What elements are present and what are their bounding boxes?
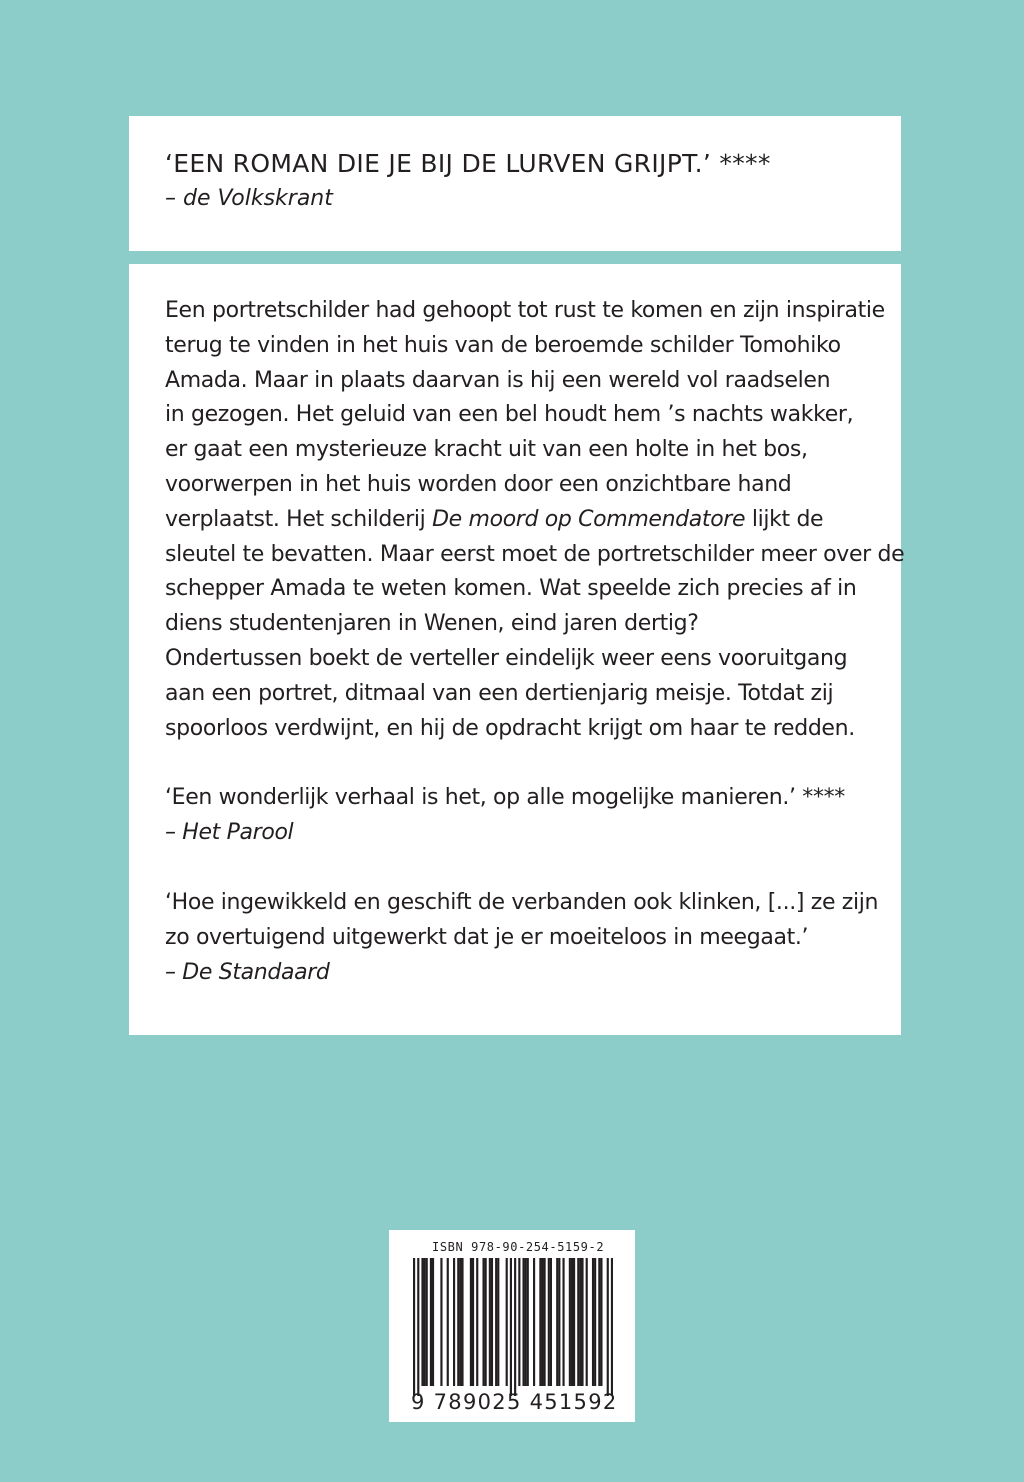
- barcode-bar: [525, 1258, 527, 1386]
- barcode-bar: [497, 1258, 499, 1386]
- quote-source: [165, 816, 865, 851]
- synopsis-line: diens studentenjaren in Wenen, eind jaren dertig?: [165, 611, 699, 637]
- barcode-image: [413, 1258, 613, 1396]
- barcode-bar: [506, 1258, 508, 1386]
- barcode-bar: [600, 1258, 602, 1386]
- barcode-bar: [579, 1258, 581, 1386]
- barcode-bar: [495, 1258, 497, 1386]
- barcode-bar: [556, 1258, 558, 1386]
- barcode-bar: [459, 1258, 461, 1386]
- headline-quote-source: [165, 182, 865, 216]
- barcode-guard-bar: [510, 1258, 512, 1396]
- synopsis-panel: [129, 264, 905, 1035]
- barcode-bar: [440, 1258, 442, 1386]
- barcode-bar: [482, 1258, 484, 1386]
- synopsis-text: [165, 294, 905, 746]
- source-dash: –: [165, 959, 183, 985]
- synopsis-line: Amada. Maar in plaats daarvan is hij een wereld vol raadselen: [165, 367, 831, 393]
- barcode-guard-bar: [514, 1258, 516, 1396]
- quote-source: [165, 956, 865, 991]
- barcode-bar: [550, 1258, 552, 1386]
- synopsis-line: voorwerpen in het huis worden door een onzichtbare hand: [165, 471, 792, 497]
- barcode-bar: [447, 1258, 449, 1386]
- synopsis-line: Ondertussen boekt de verteller eindelijk weer eens vooruitgang: [165, 645, 848, 671]
- barcode-guard-bar: [413, 1258, 415, 1396]
- painting-title: De moord op Commendatore: [432, 506, 746, 532]
- barcode-bar: [476, 1258, 478, 1386]
- isbn-barcode: [389, 1230, 635, 1422]
- barcode-bar: [581, 1258, 583, 1386]
- barcode-bar: [489, 1258, 491, 1386]
- synopsis-line: [165, 503, 865, 538]
- synopsis-line: Een portretschilder had gehoopt tot rust te komen en zijn inspiratie: [165, 298, 885, 323]
- barcode-bar: [424, 1258, 426, 1386]
- barcode-bar: [541, 1258, 543, 1386]
- barcode-bar: [472, 1258, 474, 1386]
- barcode-bar: [594, 1258, 596, 1386]
- headline-quote: ‘EEN ROMAN DIE JE BIJ DE LURVEN GRIJPT.’ ****: [165, 149, 771, 178]
- barcode-bar: [569, 1258, 571, 1386]
- synopsis-line-part: verplaatst. Het schilderij: [165, 506, 433, 532]
- synopsis-line: aan een portret, ditmaal van een dertienjarig meisje. Totdat zij: [165, 680, 834, 706]
- synopsis-line: spoorloos verdwijnt, en hij de opdracht krijgt om haar te redden.: [165, 715, 855, 741]
- quote-text: ‘Hoe ingewikkeld en geschift de verbanden ook klinken, [...] ze zijn: [165, 889, 879, 915]
- top-quote-panel: [129, 116, 901, 251]
- synopsis-line: in gezogen. Het geluid van een bel houdt hem ’s nachts wakker,: [165, 402, 854, 428]
- barcode-bar: [558, 1258, 560, 1386]
- source-name: Het Parool: [182, 820, 294, 846]
- barcode-bar: [485, 1258, 487, 1386]
- barcode-bar: [518, 1258, 520, 1386]
- barcode-bar: [491, 1258, 493, 1386]
- synopsis-line-part: lijkt de: [745, 506, 824, 532]
- synopsis-line: er gaat een mysterieuze kracht uit van een holte in het bos,: [165, 437, 808, 463]
- synopsis-line: terug te vinden in het huis van de beroemde schilder Tomohiko: [165, 332, 841, 358]
- barcode-guard-bar: [611, 1258, 613, 1396]
- barcode-bar: [539, 1258, 541, 1386]
- synopsis-line: schepper Amada te weten komen. Wat speelde zich precies af in: [165, 576, 857, 602]
- barcode-bar: [432, 1258, 434, 1386]
- barcode-bar: [598, 1258, 600, 1386]
- barcode-bar: [544, 1258, 546, 1386]
- barcode-bar: [573, 1258, 575, 1386]
- quote-text: zo overtuigend uitgewerkt dat je er moeiteloos in meegaat.’: [165, 924, 809, 950]
- source-dash: –: [165, 820, 183, 846]
- barcode-bar: [571, 1258, 573, 1386]
- barcode-bar: [470, 1258, 472, 1386]
- source-name: de Volkskrant: [183, 186, 333, 211]
- barcode-bar: [527, 1258, 529, 1386]
- barcode-bar: [592, 1258, 594, 1386]
- source-name: De Standaard: [182, 959, 330, 985]
- quote-standaard: [165, 886, 879, 990]
- barcode-bar: [522, 1258, 524, 1386]
- barcode-bar: [421, 1258, 423, 1386]
- barcode-guard-bar: [417, 1258, 419, 1396]
- barcode-bar: [562, 1258, 564, 1386]
- barcode-bar: [586, 1258, 588, 1386]
- barcode-bar: [426, 1258, 428, 1386]
- quote-parool: [165, 781, 865, 851]
- synopsis-line: sleutel te bevatten. Maar eerst moet de portretschilder meer over de: [165, 541, 905, 567]
- barcode-bar: [430, 1258, 432, 1386]
- barcode-bar: [548, 1258, 550, 1386]
- quote-text: ‘Een wonderlijk verhaal is het, op alle mogelijke manieren.’ ****: [165, 785, 845, 811]
- barcode-digits: 9 789025 451592: [411, 1390, 618, 1414]
- barcode-bar: [577, 1258, 579, 1386]
- isbn-label: ISBN 978-90-254-5159-2: [432, 1240, 605, 1254]
- barcode-bar: [461, 1258, 463, 1386]
- barcode-bar: [457, 1258, 459, 1386]
- barcode-bar: [453, 1258, 455, 1386]
- barcode-guard-bar: [607, 1258, 609, 1396]
- source-dash: –: [165, 186, 183, 211]
- barcode-bar: [533, 1258, 535, 1386]
